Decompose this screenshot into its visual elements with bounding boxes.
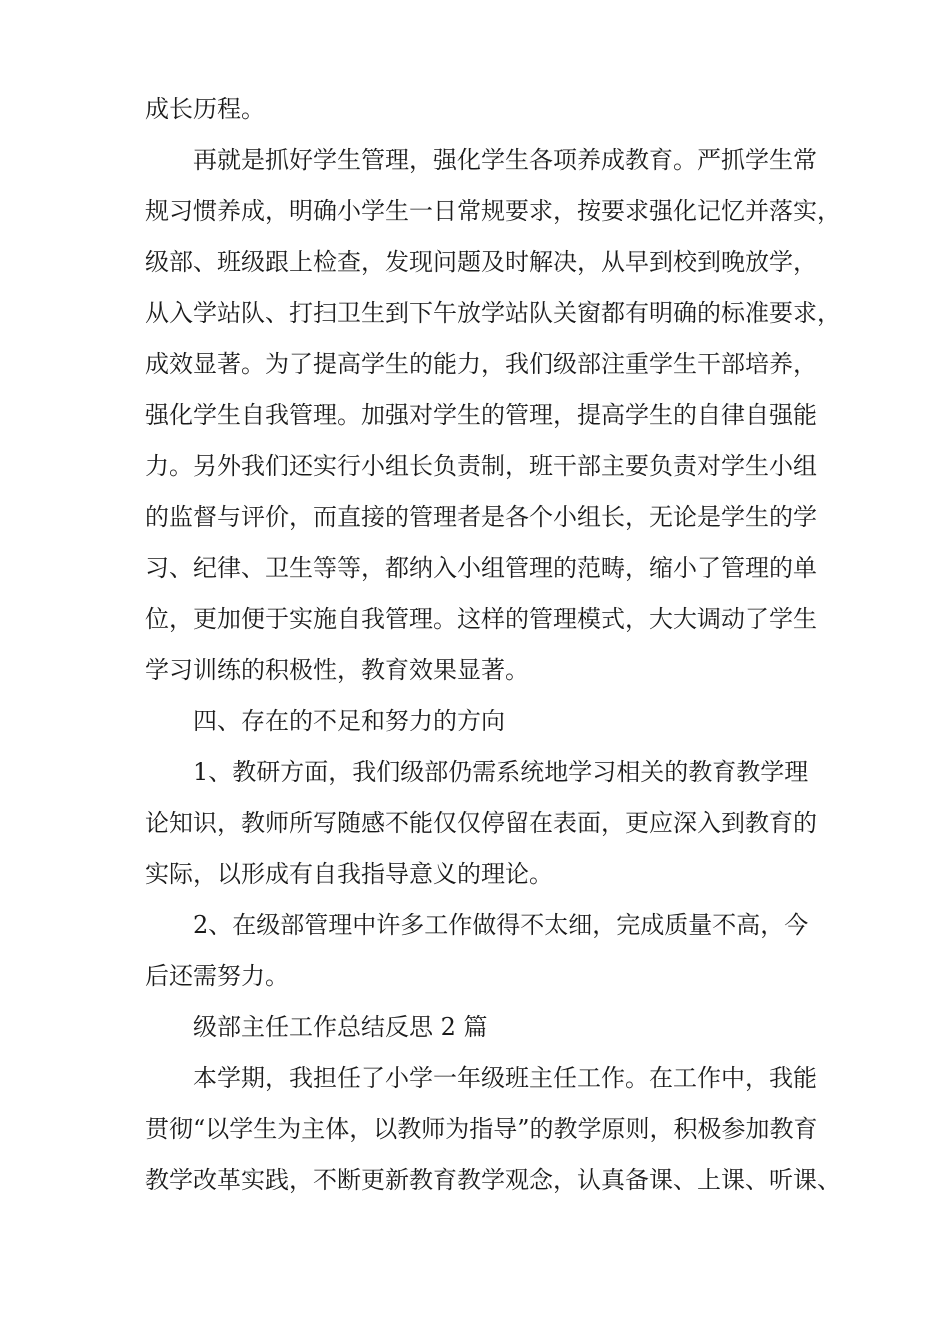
paragraph-start-line: 本学期，我担任了小学一年级班主任工作。在工作中，我能 (193, 1064, 817, 1092)
text-line: 力。另外我们还实行小组长负责制，班干部主要负责对学生小组 (145, 452, 817, 480)
text-line: 学习训练的积极性，教育效果显著。 (145, 656, 529, 684)
text-line: 实际，以形成有自我指导意义的理论。 (145, 860, 553, 888)
text-line: 位，更加便于实施自我管理。这样的管理模式，大大调动了学生 (145, 605, 817, 633)
article-title: 级部主任工作总结反思 2 篇 (193, 1013, 488, 1041)
section-heading: 四、存在的不足和努力的方向 (193, 707, 505, 735)
text-line: 论知识，教师所写随感不能仅仅停留在表面，更应深入到教育的 (145, 809, 817, 837)
text-line: 成效显著。为了提高学生的能力，我们级部注重学生干部培养， (145, 350, 817, 378)
text-line: 级部、班级跟上检查，发现问题及时解决，从早到校到晚放学， (145, 248, 817, 276)
paragraph-start-line: 1、教研方面，我们级部仍需系统地学习相关的教育教学理 (193, 758, 809, 786)
text-line: 后还需努力。 (145, 962, 289, 990)
paragraph-start-line: 再就是抓好学生管理，强化学生各项养成教育。严抓学生常 (193, 146, 817, 174)
text-line: 贯彻“以学生为主体，以教师为指导”的教学原则，积极参加教育 (145, 1115, 818, 1143)
text-line: 习、纪律、卫生等等，都纳入小组管理的范畴，缩小了管理的单 (145, 554, 817, 582)
text-line: 规习惯养成，明确小学生一日常规要求，按要求强化记忆并落实， (145, 197, 841, 225)
text-line: 的监督与评价，而直接的管理者是各个小组长，无论是学生的学 (145, 503, 817, 531)
text-line: 教学改革实践，不断更新教育教学观念，认真备课、上课、听课、 (145, 1166, 841, 1194)
document-body (145, 84, 841, 1206)
paragraph-start-line: 2、在级部管理中许多工作做得不太细，完成质量不高，今 (193, 911, 809, 939)
text-line: 强化学生自我管理。加强对学生的管理，提高学生的自律自强能 (145, 401, 817, 429)
text-line: 成长历程。 (145, 95, 265, 123)
text-line: 从入学站队、打扫卫生到下午放学站队关窗都有明确的标准要求， (145, 299, 841, 327)
